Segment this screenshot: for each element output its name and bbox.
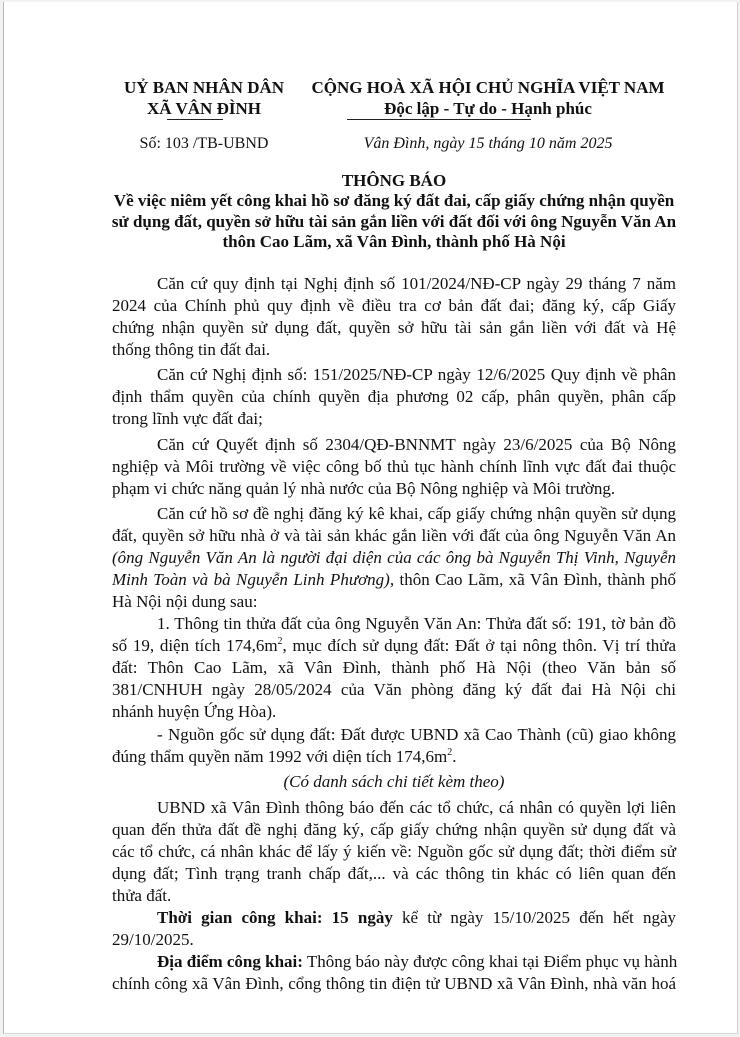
text-line: quan đến thửa đất đề nghị đăng ký, cấp giấy chứng nhận quyền sử dụng đất và [112,820,676,839]
agency-line-1: UỶ BAN NHÂN DÂN [123,78,285,97]
document-page [3,2,738,1034]
national-motto: Độc lập - Tự do - Hạnh phúc [384,99,592,118]
text-line [112,635,676,657]
agency-underline [167,119,223,120]
text-line: trong lĩnh vực đất đai; [112,409,263,428]
address-text: thôn Cao Lãm, xã Vân Đình, thành phố [394,570,676,589]
place-and-date: Vân Đình, ngày 15 tháng 10 năm 2025 [363,135,613,152]
text-line: thống thông tin đất đai. [112,340,271,359]
paragraph-legal-basis-2 [112,364,676,430]
text-line: UBND xã Vân Đình thông báo đến các tổ chức, cá nhân có quyền lợi liên [157,798,676,817]
posting-period-label: Thời gian công khai: 15 ngày [157,908,393,927]
text-line: 1. Thông tin thửa đất của ông Nguyễn Văn An: Thửa đất số: 191, tờ bản đồ [157,614,676,633]
text-line: định thẩm quyền của chính quyền địa phương 02 cấp, phân quyền, phân cấp [112,387,676,406]
agency-line-2 [109,98,299,119]
text-line [112,569,676,591]
text-line: nhánh huyện Ứng Hòa). [112,702,277,721]
paragraph-land-origin [112,724,676,768]
text-line [112,746,676,768]
text-line: - Nguồn gốc sử dụng đất: Đất được UBND xã Cao Thành (cũ) giao không [157,725,676,744]
paragraph-notification [112,797,676,907]
national-header [302,77,674,119]
subtitle-line: thôn Cao Lãm, xã Vân Đình, thành phố Hà Nội [222,232,566,251]
text-line: (Có danh sách chi tiết kèm theo) [283,772,505,791]
text-line: (ông Nguyễn Văn An là người đại diện của các ông bà Nguyễn Thị Vinh, Nguyễn [112,548,676,567]
text-line: 381/CNHUH ngày 28/05/2024 của Văn phòng đăng ký đất đai Hà Nội chi [112,680,676,699]
superscript: 2 [447,747,453,758]
text-line: đất: Thôn Cao Lãm, xã Vân Đình, thành phố Hà Nội (theo Văn bản số [112,658,676,677]
text-line: chính công xã Vân Đình, cổng thông tin điện tử UBND xã Vân Đình, nhà văn hoá [112,974,676,993]
text-line: Căn cứ Nghị định số: 151/2025/NĐ-CP ngày 12/6/2025 Quy định về phân [157,365,676,384]
posting-location-text: Thông báo này được công khai tại Điểm phục vụ hành [302,952,678,971]
document-subtitle [104,191,684,253]
purpose-text: , mục đích sử dụng đất: Đất ở tại nông thôn. Vị trí thửa [282,636,676,655]
period: . [452,747,457,766]
text-line: Căn cứ quy định tại Nghị định số 101/2024/NĐ-CP ngày 29 tháng 7 năm [157,274,676,293]
representative-note: Minh Toàn và bà Nguyễn Linh Phương), [112,570,395,589]
area-text: số 19, diện tích 174,6m [112,636,278,655]
text-line [112,951,676,973]
text-line: chứng nhận quyền sử dụng đất, quyền sở hữu tài sản gắn liền với đất và Hệ [112,318,676,337]
document-number: Số: 103 /TB-UBND [139,135,269,152]
posting-period-dates: kể từ ngày 15/10/2025 đến hết ngày [392,908,676,927]
text-line [112,907,676,929]
superscript: 2 [277,636,283,647]
text-line: nghiệp và Môi trường về việc công bố thủ tục hành chính lĩnh vực đất đai thuộc [112,457,676,476]
posting-location-label: Địa điểm công khai: [157,952,303,971]
issuing-agency [109,77,299,119]
text-line: thửa đất. [112,886,172,905]
paragraph-posting-period [112,907,676,951]
subtitle-line: sử dụng đất, quyền sở hữu tài sản gắn liền với đất đối với ông Nguyễn Văn An [111,211,677,231]
paragraph-application-basis [112,503,676,613]
agency-prefix: XÃ [147,99,176,118]
paragraph-posting-location [112,951,676,995]
text-line: đất, quyền sở hữu nhà ở và tài sản khác gắn liền với đất của ông Nguyễn Văn An [112,526,676,545]
text-line: Căn cứ Quyết định số 2304/QĐ-BNNMT ngày 23/6/2025 của Bộ Nông [157,435,676,454]
text-line: phạm vi chức năng quản lý nhà nước của Bộ Nông nghiệp và Môi trường. [112,479,616,498]
attachment-note [112,771,676,793]
text-line: 2024 của Chính phủ quy định về điều tra cơ bản đất đai; đăng ký, cấp Giấy [112,296,676,315]
text-line: Hà Nội nội dung sau: [112,592,258,611]
nation-title: CỘNG HOÀ XÃ HỘI CHỦ NGHĨA VIỆT NAM [311,78,665,97]
paragraph-legal-basis-1 [112,273,676,361]
agency-name: VÂN ĐÌNH [175,99,261,118]
text-line: 29/10/2025. [112,930,194,949]
text-line: Căn cứ hồ sơ đề nghị đăng ký kê khai, cấp giấy chứng nhận quyền sử dụng [157,504,676,523]
document-title: THÔNG BÁO [341,171,447,190]
origin-text: đúng thẩm quyền năm 1992 với diện tích 174,6m [112,747,448,766]
paragraph-legal-basis-3 [112,434,676,500]
motto-underline [347,119,531,120]
subtitle-line: Về việc niêm yết công khai hồ sơ đăng ký đất đai, cấp giấy chứng nhận quyền [113,191,675,210]
text-line: dụng đất; Tình trạng tranh chấp đất,... và các thông tin khác có liên quan đến [112,864,676,883]
text-line: các tổ chức, cá nhân khác để lấy ý kiến về: Nguồn gốc sử dụng đất; thời điểm sử [112,842,676,861]
paragraph-parcel-info [112,613,676,723]
